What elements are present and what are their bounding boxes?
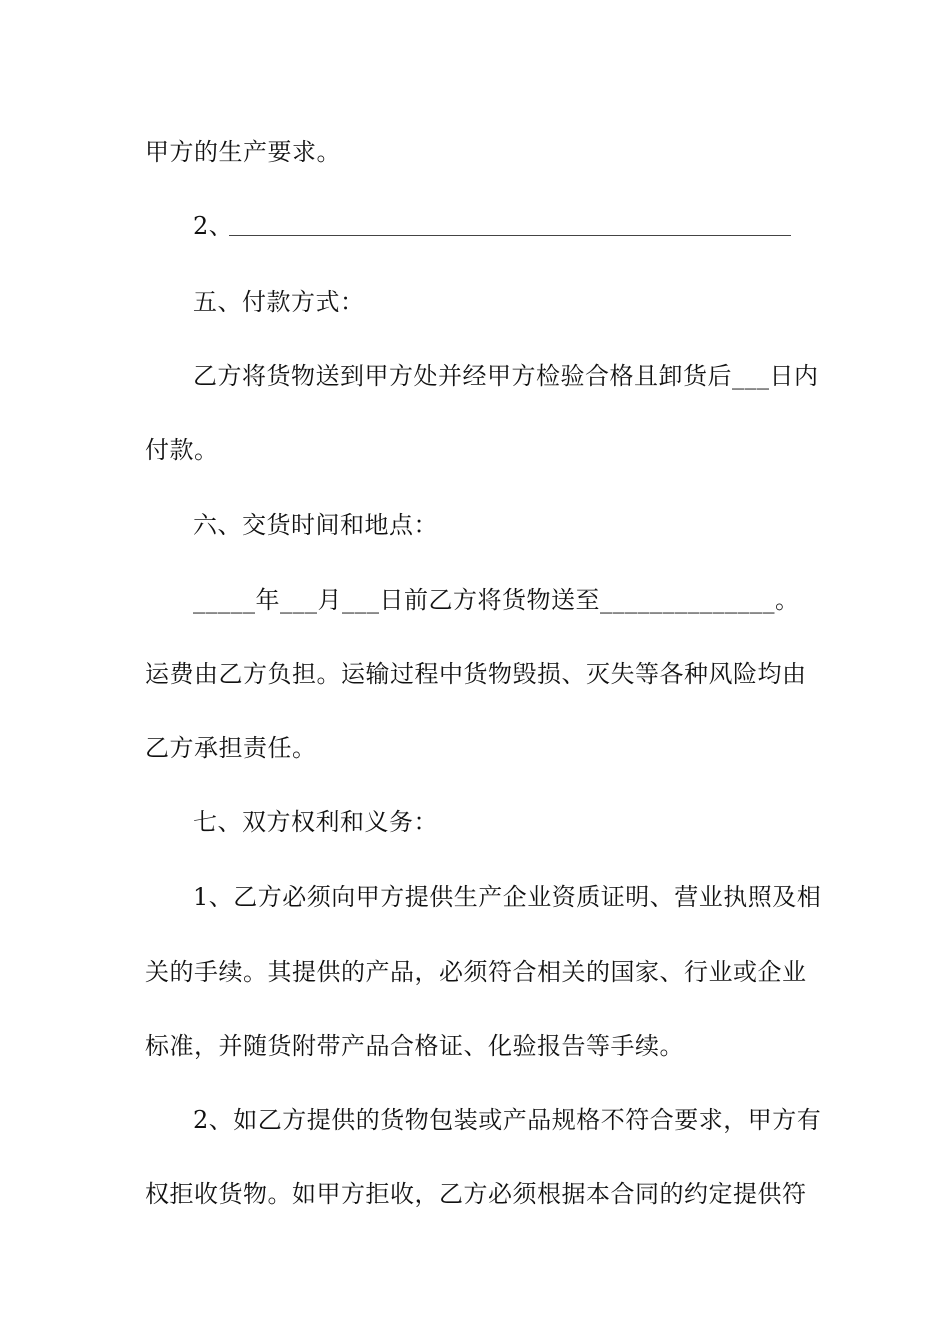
text-line: 标准，并随货附带产品合格证、化验报告等手续。	[145, 1032, 684, 1060]
section-heading-delivery: 六、交货时间和地点：	[193, 511, 438, 539]
clause-number: 2、	[193, 212, 234, 240]
text-line: 2、如乙方提供的货物包装或产品规格不符合要求，甲方有	[193, 1106, 822, 1134]
section-heading-payment: 五、付款方式：	[193, 288, 365, 316]
text-line: 运费由乙方负担。运输过程中货物毁损、灭失等各种风险均由	[145, 660, 807, 688]
text-line: 甲方的生产要求。	[145, 138, 341, 166]
text-line: 权拒收货物。如甲方拒收，乙方必须根据本合同的约定提供符	[145, 1180, 807, 1208]
fill-in-blank-line	[229, 235, 791, 236]
text-line: 关的手续。其提供的产品，必须符合相关的国家、行业或企业	[145, 958, 807, 986]
text-line: 乙方将货物送到甲方处并经甲方检验合格且卸货后___日内	[193, 362, 819, 390]
section-heading-rights: 七、双方权利和义务：	[193, 808, 438, 836]
text-line: _____年___月___日前乙方将货物送至______________。	[193, 586, 800, 614]
text-line: 1、乙方必须向甲方提供生产企业资质证明、营业执照及相	[193, 883, 822, 911]
text-line: 付款。	[145, 436, 219, 464]
text-line: 乙方承担责任。	[145, 734, 317, 762]
